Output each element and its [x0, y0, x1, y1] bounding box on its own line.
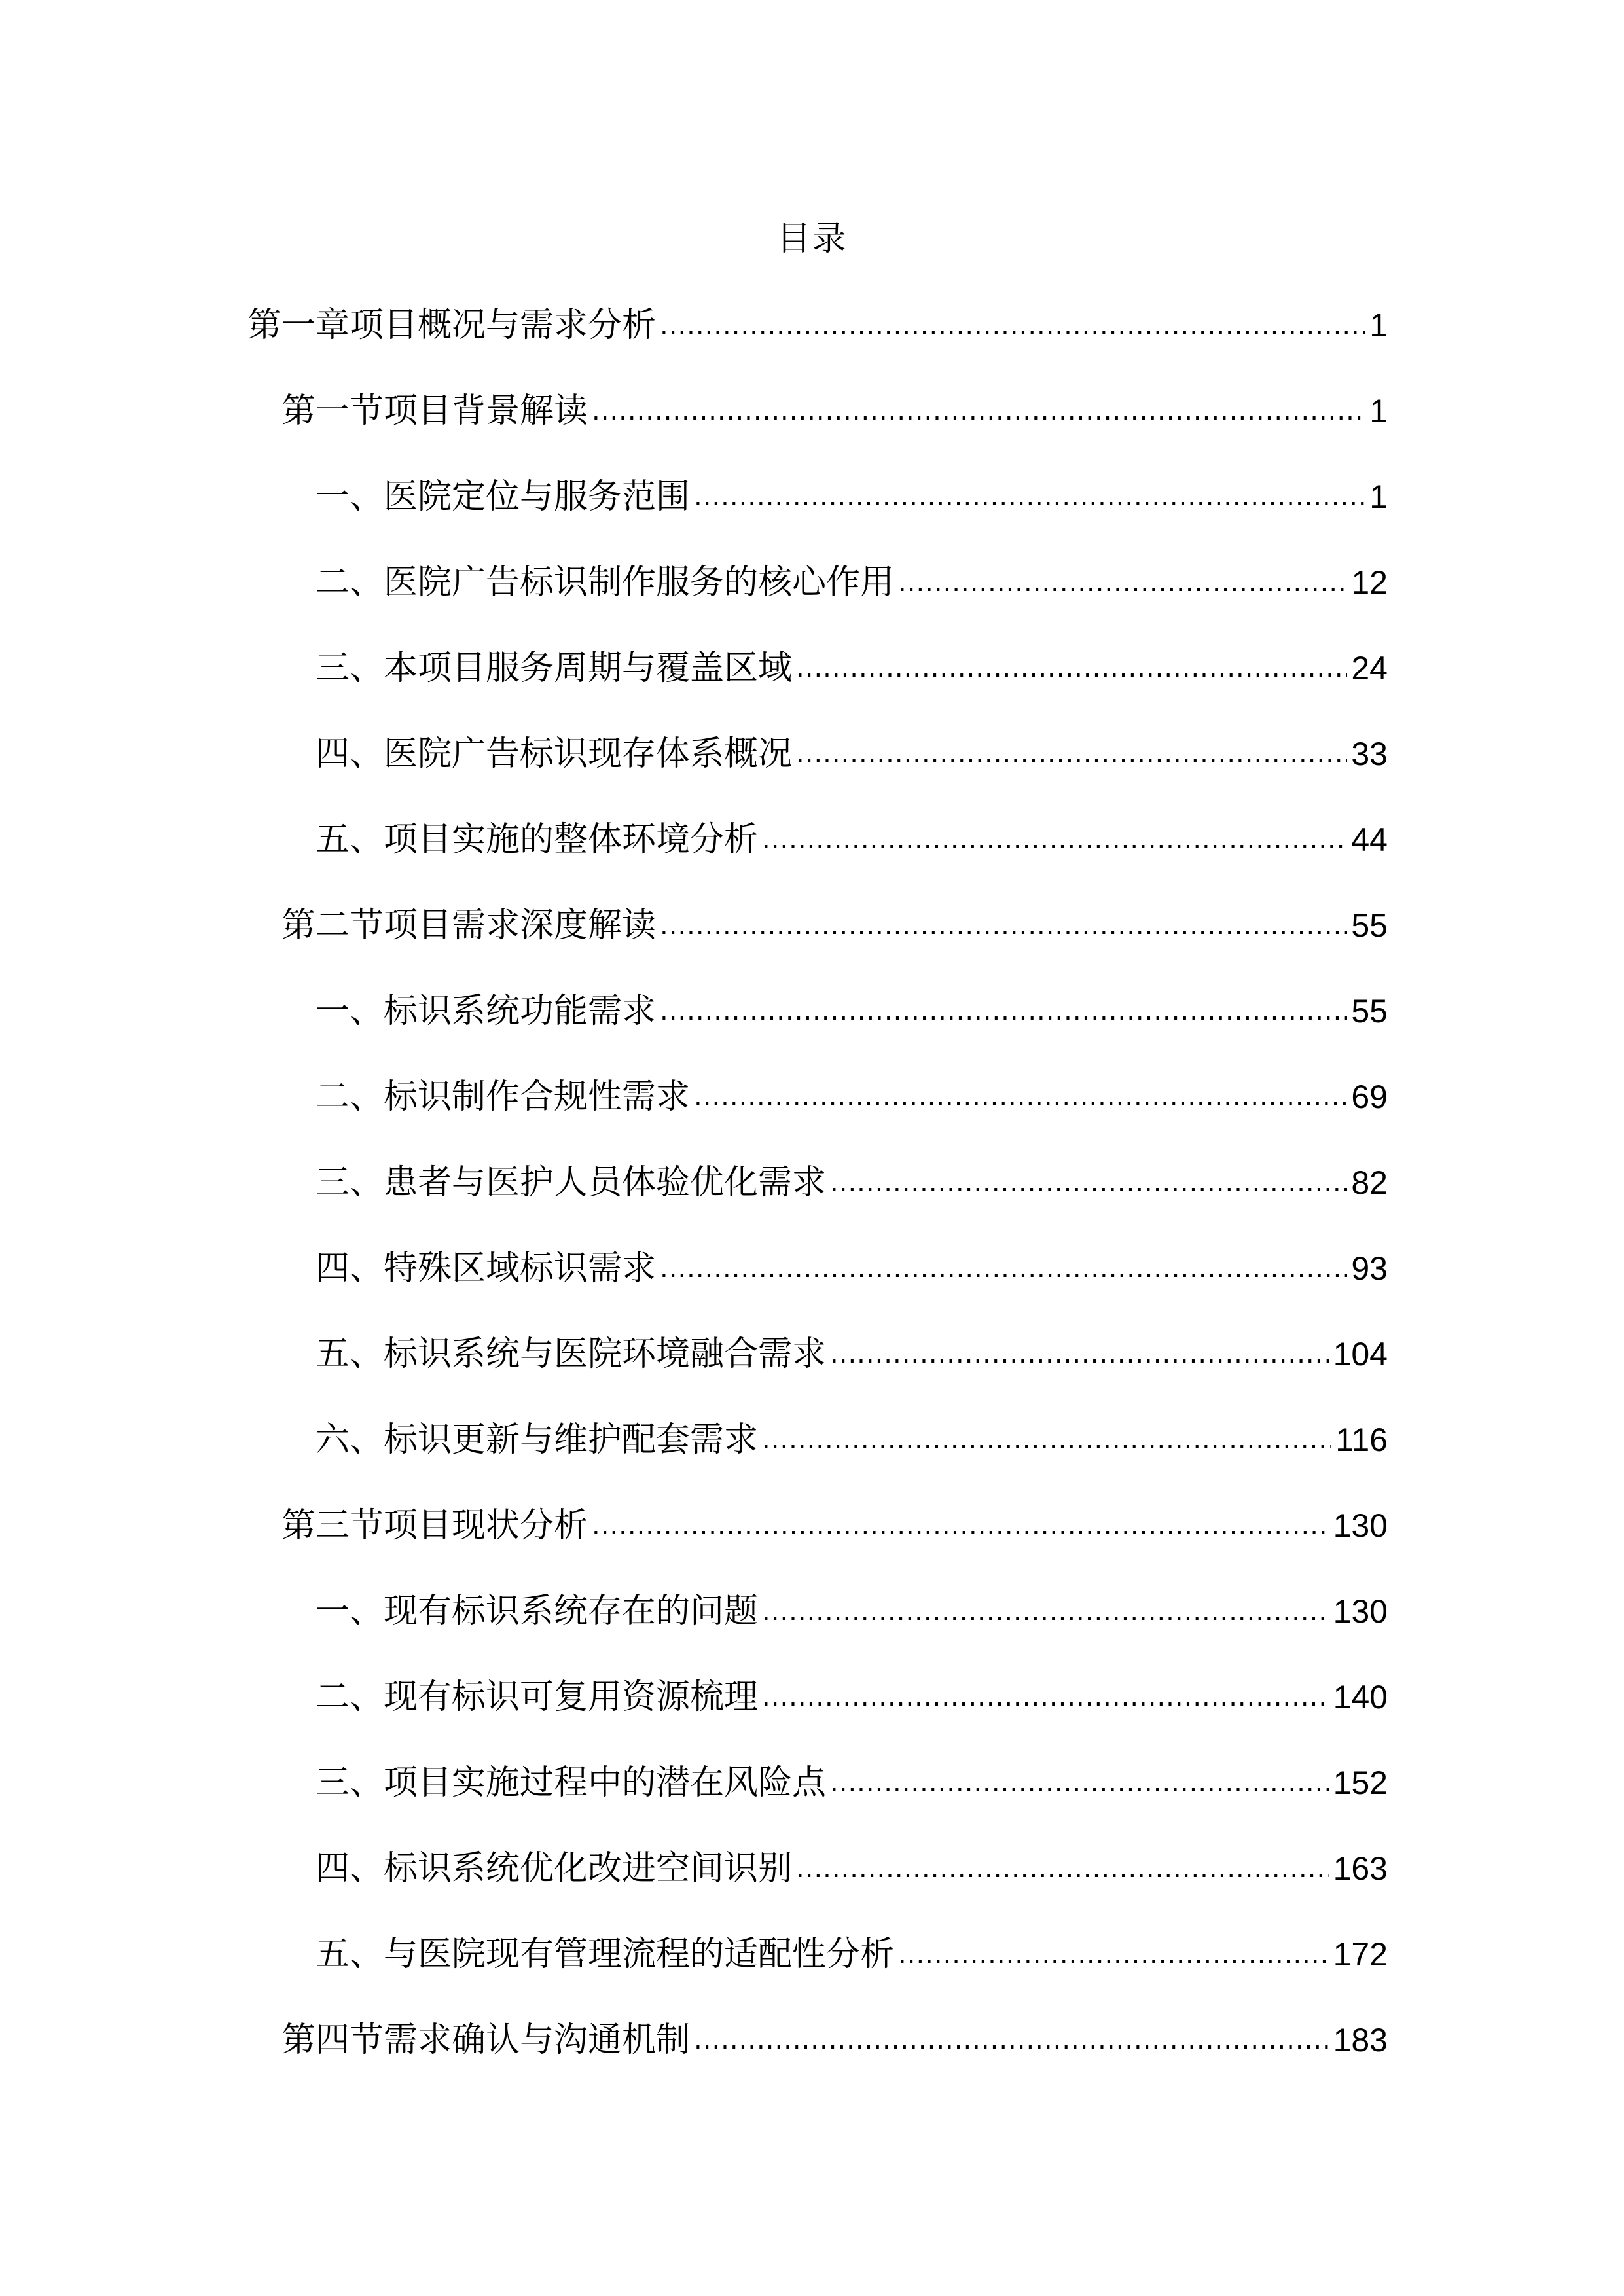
toc-entry-title: 五、与医院现有管理流程的适配性分析	[316, 1935, 895, 1974]
toc-dot-leader	[762, 1674, 1329, 1720]
toc-page-number: 44	[1351, 821, 1388, 858]
toc-page-number: 130	[1333, 1507, 1388, 1544]
toc-entry-title: 四、医院广告标识现存体系概况	[316, 734, 793, 774]
toc-page-number: 69	[1351, 1079, 1388, 1115]
toc-entry-title: 第二节项目需求深度解读	[281, 906, 657, 945]
toc-dot-leader	[762, 817, 1347, 863]
toc-page-number: 152	[1333, 1765, 1388, 1801]
toc-entry[interactable]	[0, 1846, 1388, 1931]
toc-entry-title: 一、现有标识系统存在的问题	[316, 1592, 759, 1631]
toc-entry[interactable]	[0, 560, 1388, 645]
toc-dot-leader	[660, 1246, 1347, 1291]
toc-entry[interactable]	[0, 1246, 1388, 1331]
toc-dot-leader	[660, 988, 1347, 1034]
toc-dot-leader	[796, 731, 1347, 777]
toc-entry-title: 一、标识系统功能需求	[316, 992, 657, 1031]
toc-entry-title: 二、现有标识可复用资源梳理	[316, 1677, 759, 1717]
table-of-contents	[0, 302, 1624, 2103]
toc-page-number: 116	[1335, 1422, 1388, 1458]
toc-page-number: 93	[1351, 1250, 1388, 1287]
toc-entry[interactable]	[0, 2017, 1388, 2103]
toc-entry[interactable]	[0, 1760, 1388, 1846]
toc-entry[interactable]	[0, 1931, 1388, 2017]
toc-dot-leader	[830, 1331, 1329, 1377]
toc-page-number: 12	[1351, 564, 1388, 601]
toc-page-number: 104	[1333, 1336, 1388, 1372]
toc-dot-leader	[694, 1074, 1347, 1120]
toc-entry-title: 三、项目实施过程中的潜在风险点	[316, 1763, 827, 1803]
toc-entry-title: 第四节需求确认与沟通机制	[281, 2020, 691, 2060]
toc-entry[interactable]	[0, 388, 1388, 474]
toc-dot-leader	[592, 388, 1365, 434]
toc-page-number: 140	[1333, 1679, 1388, 1715]
toc-entry-title: 二、标识制作合规性需求	[316, 1077, 691, 1117]
toc-title: 目录	[776, 219, 848, 259]
toc-entry-title: 第三节项目现状分析	[281, 1506, 588, 1545]
toc-entry-title: 三、本项目服务周期与覆盖区域	[316, 649, 793, 688]
toc-entry-title: 四、特殊区域标识需求	[316, 1249, 657, 1288]
toc-dot-leader	[762, 1417, 1331, 1463]
toc-entry[interactable]	[0, 302, 1388, 388]
toc-entry-title: 五、标识系统与医院环境融合需求	[316, 1335, 827, 1374]
toc-dot-leader	[796, 1846, 1329, 1892]
toc-page-number: 33	[1351, 736, 1388, 772]
toc-entry[interactable]	[0, 1417, 1388, 1503]
toc-dot-leader	[592, 1503, 1329, 1549]
toc-page-number: 172	[1333, 1936, 1388, 1973]
toc-entry-title: 第一章项目概况与需求分析	[247, 306, 657, 345]
toc-page-number: 55	[1351, 907, 1388, 944]
toc-entry[interactable]	[0, 988, 1388, 1074]
toc-entry-title: 二、医院广告标识制作服务的核心作用	[316, 563, 895, 602]
toc-dot-leader	[796, 645, 1347, 691]
toc-entry[interactable]	[0, 1331, 1388, 1417]
toc-entry[interactable]	[0, 1160, 1388, 1246]
toc-dot-leader	[830, 1760, 1329, 1806]
toc-page-number: 55	[1351, 993, 1388, 1030]
toc-entry[interactable]	[0, 1674, 1388, 1760]
toc-dot-leader	[762, 1588, 1329, 1634]
toc-entry-title: 第一节项目背景解读	[281, 391, 588, 431]
toc-page-number: 24	[1351, 650, 1388, 687]
toc-entry[interactable]	[0, 817, 1388, 903]
toc-entry[interactable]	[0, 1503, 1388, 1588]
toc-dot-leader	[660, 302, 1365, 348]
toc-entry[interactable]	[0, 474, 1388, 560]
toc-entry-title: 六、标识更新与维护配套需求	[316, 1420, 759, 1460]
toc-page-number: 163	[1333, 1850, 1388, 1887]
toc-entry-title: 一、医院定位与服务范围	[316, 477, 691, 516]
toc-dot-leader	[660, 903, 1347, 948]
toc-dot-leader	[898, 560, 1347, 605]
toc-page-number: 82	[1351, 1164, 1388, 1201]
toc-dot-leader	[898, 1931, 1329, 1977]
toc-entry[interactable]	[0, 731, 1388, 817]
toc-page-number: 1	[1369, 307, 1388, 344]
toc-page-number: 183	[1333, 2022, 1388, 2058]
toc-entry-title: 三、患者与医护人员体验优化需求	[316, 1163, 827, 1202]
toc-entry[interactable]	[0, 1074, 1388, 1160]
toc-entry[interactable]	[0, 903, 1388, 988]
toc-dot-leader	[694, 2017, 1329, 2063]
toc-dot-leader	[830, 1160, 1347, 1206]
toc-entry[interactable]	[0, 1588, 1388, 1674]
toc-page-number: 1	[1369, 478, 1388, 515]
toc-entry-title: 四、标识系统优化改进空间识别	[316, 1849, 793, 1888]
toc-page-number: 130	[1333, 1593, 1388, 1630]
toc-dot-leader	[694, 474, 1365, 520]
toc-page-number: 1	[1369, 393, 1388, 429]
toc-entry[interactable]	[0, 645, 1388, 731]
toc-entry-title: 五、项目实施的整体环境分析	[316, 820, 759, 859]
